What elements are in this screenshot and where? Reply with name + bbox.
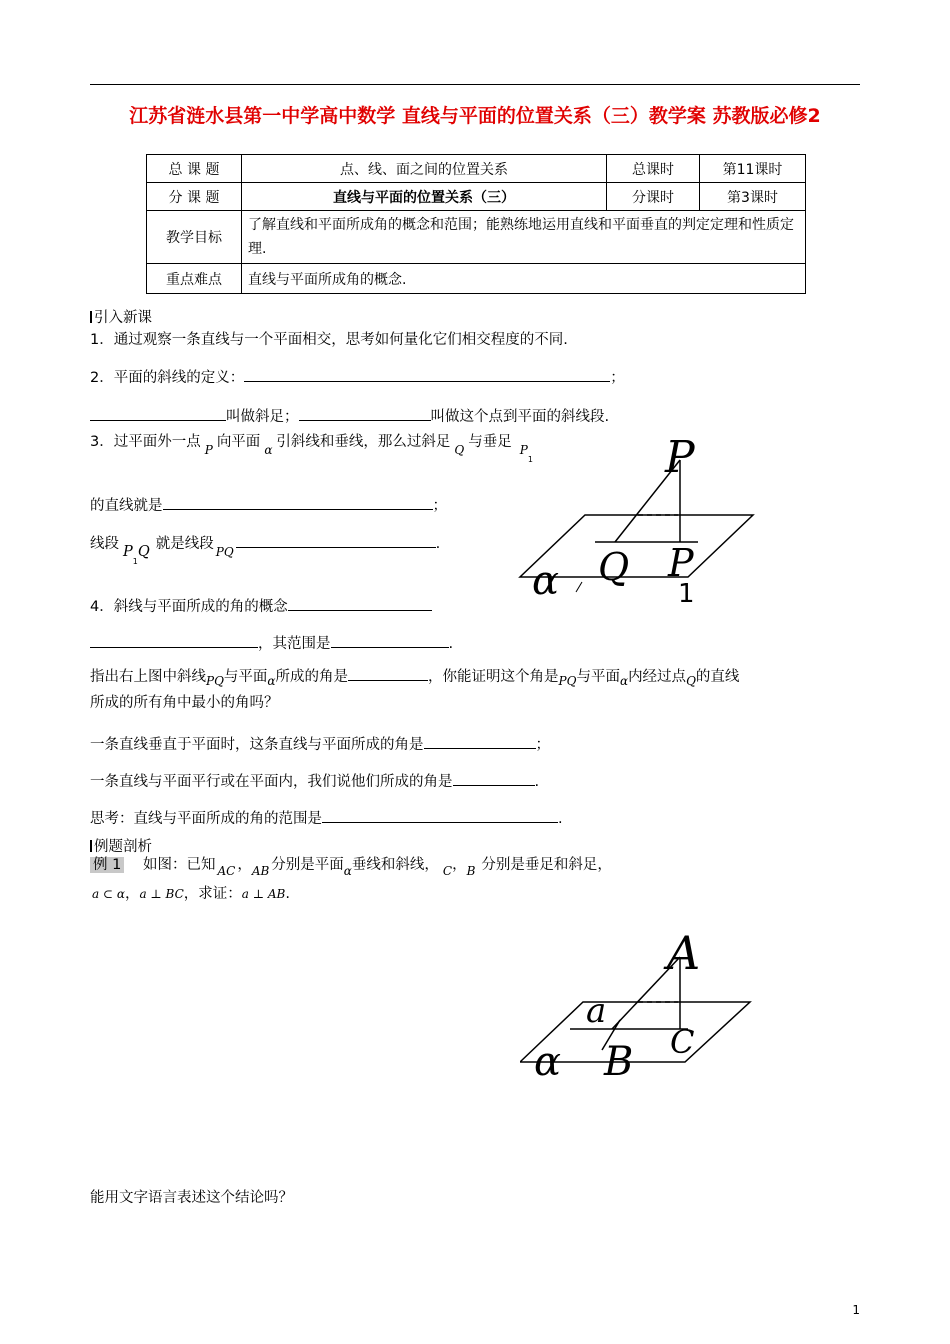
math: B <box>466 864 476 878</box>
math: C <box>442 864 453 878</box>
text: 思考：直线与平面所成的角的范围是 <box>90 811 322 827</box>
text: 与平面 <box>223 669 268 685</box>
math: AB <box>251 864 270 878</box>
text: 分别是平面 <box>271 857 344 873</box>
answer-blank <box>288 596 432 611</box>
text: 引斜线和垂线，那么过斜足 <box>276 434 451 450</box>
text: 如图：已知 <box>142 857 216 873</box>
question-1: 1．通过观察一条直线与一个平面相交，思考如何量化它们相交程度的不同. <box>90 332 568 348</box>
cell-label: 重点难点 <box>147 264 242 294</box>
text: ，其范围是 <box>258 636 331 652</box>
text: ， <box>124 886 140 902</box>
text: 的直线就是 <box>90 498 163 514</box>
section-heading: 引入新课 <box>90 306 152 327</box>
question-4 <box>90 596 432 617</box>
text: ， <box>452 857 467 873</box>
text: 垂线和斜线， <box>351 857 439 873</box>
label-a-point: A <box>667 926 701 980</box>
math-subscript: 1 <box>132 556 138 566</box>
text: 一条直线垂直于平面时，这条直线与平面所成的角是 <box>90 737 424 753</box>
label-p1-subscript: 1 <box>678 579 695 609</box>
math: PQ <box>558 674 577 688</box>
question-5 <box>90 666 739 687</box>
document-title: 江苏省涟水县第一中学高中数学 直线与平面的位置关系（三）教学案 苏教版必修2 <box>129 105 821 127</box>
text: 2．平面的斜线的定义： <box>90 370 245 386</box>
answer-blank <box>299 406 431 421</box>
text: . <box>534 774 540 790</box>
text: 与垂足 <box>468 434 512 450</box>
math: α <box>267 674 276 688</box>
text: . <box>448 636 454 652</box>
tick-mark <box>576 582 582 592</box>
math: PQ <box>215 545 234 559</box>
label-c: C <box>670 1023 695 1061</box>
cell-value: 直线与平面的位置关系（三） <box>242 183 607 211</box>
question-7 <box>90 771 539 792</box>
answer-blank <box>236 533 436 548</box>
math: a ⊂ α <box>92 887 125 901</box>
label-q: Q <box>598 545 630 589</box>
math: Q <box>454 443 465 457</box>
header-rule <box>90 84 860 85</box>
answer-blank <box>331 633 449 648</box>
label-alpha: α <box>534 1039 562 1085</box>
text: ； <box>610 370 625 386</box>
cell-label: 教学目标 <box>147 211 242 264</box>
figure-2 <box>520 925 770 1085</box>
question-2 <box>90 367 625 388</box>
cell-value: 第3课时 <box>700 183 806 211</box>
text: 一条直线与平面平行或在平面内，我们说他们所成的角是 <box>90 774 453 790</box>
text: 的直线 <box>695 669 740 685</box>
text: 内经过点 <box>628 669 687 685</box>
math-subscript: 1 <box>527 454 533 464</box>
text: ，你能证明这个角是 <box>428 669 559 685</box>
text: 线段 <box>90 536 119 552</box>
text: . <box>558 811 563 827</box>
math: α <box>619 674 629 688</box>
label-a-line: a <box>586 991 607 1031</box>
figure-1 <box>510 430 770 610</box>
text: 分别是垂足和斜足， <box>481 857 612 873</box>
text: . <box>435 536 441 552</box>
lesson-info-table <box>146 154 806 294</box>
closing-question: 能用文字语言表述这个结论吗？ <box>90 1190 293 1206</box>
text: 叫做这个点到平面的斜线段. <box>430 409 610 425</box>
cell-label: 分课时 <box>607 183 700 211</box>
question-2-cont <box>90 406 609 427</box>
question-3b <box>90 495 447 516</box>
text: 向平面 <box>216 434 261 450</box>
cell-value: 点、线、面之间的位置关系 <box>242 155 607 183</box>
text: 就是线段 <box>155 536 214 552</box>
label-b: B <box>604 1039 634 1085</box>
answer-blank <box>322 808 558 823</box>
text: ， <box>237 857 252 873</box>
text: 指出右上图中斜线 <box>90 669 206 685</box>
answer-blank <box>90 633 258 648</box>
question-4b <box>90 633 453 654</box>
question-8 <box>90 808 563 829</box>
label-p: P <box>665 432 695 483</box>
text: . <box>285 886 290 902</box>
example-label: 例 1 <box>90 857 124 873</box>
math: a ⊥ BC <box>139 887 184 901</box>
cell-value: 第11课时 <box>700 155 806 183</box>
example-1b <box>92 884 290 904</box>
cell-label: 总 课 题 <box>147 155 242 183</box>
answer-blank <box>348 666 428 681</box>
cell-value: 直线与平面所成角的概念. <box>242 264 806 294</box>
answer-blank <box>424 734 536 749</box>
example-1 <box>90 855 612 878</box>
cell-label: 总课时 <box>607 155 700 183</box>
math: AC <box>217 864 236 878</box>
text: 3．过平面外一点 <box>90 434 201 450</box>
question-6 <box>90 734 550 755</box>
answer-blank <box>90 406 226 421</box>
cell-label: 分 课 题 <box>147 183 242 211</box>
text: 叫做斜足； <box>226 409 299 425</box>
page-number: 1 <box>852 1303 860 1317</box>
answer-blank <box>244 367 610 382</box>
text: 所成的角是 <box>275 669 349 685</box>
math: P <box>519 443 528 457</box>
math: P <box>123 544 133 560</box>
label-p1: P <box>668 541 694 585</box>
text: ； <box>432 498 447 514</box>
answer-blank <box>163 495 433 510</box>
math: Q <box>686 674 696 688</box>
text: ，求证： <box>183 886 242 902</box>
text: ； <box>535 737 550 753</box>
question-3 <box>90 432 533 464</box>
math: a ⊥ AB <box>241 887 286 901</box>
cell-value: 了解直线和平面所成角的概念和范围；能熟练地运用直线和平面垂直的判定定理和性质定理. <box>242 211 806 264</box>
text: 4．斜线与平面所成的角的概念 <box>90 599 288 615</box>
math: Q <box>137 544 150 560</box>
math: PQ <box>206 674 224 688</box>
math: α <box>264 443 273 457</box>
label-alpha: α <box>532 558 560 604</box>
question-5b: 所成的所有角中最小的角吗？ <box>90 695 279 711</box>
section-heading: 例题剖析 <box>90 835 152 856</box>
math: P <box>204 443 213 457</box>
question-3c <box>90 533 441 566</box>
math: α <box>343 864 352 878</box>
text: 与平面 <box>576 669 620 685</box>
answer-blank <box>453 771 535 786</box>
